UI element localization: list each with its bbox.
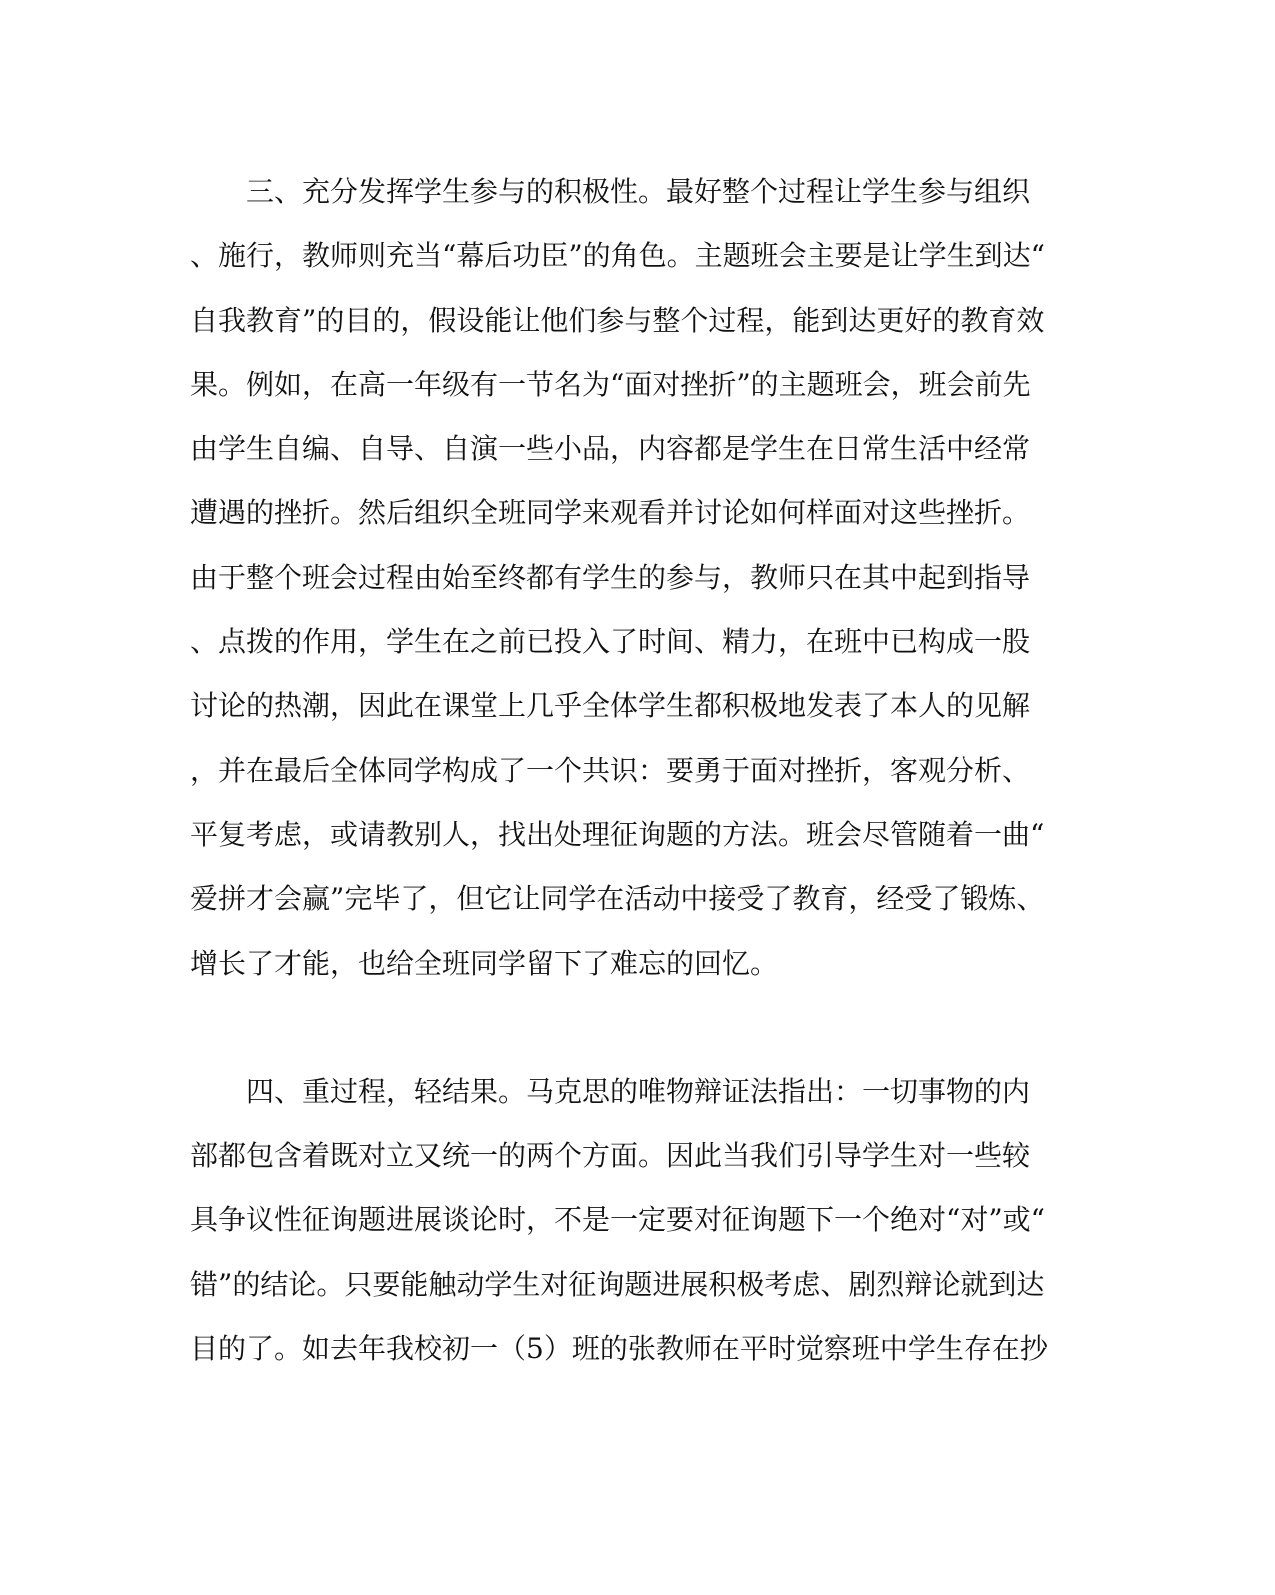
paragraph-four [190, 1060, 1070, 1381]
text-line: 由学生自编、自导、自演一些小品，内容都是学生在日常生活中经常 [190, 432, 1031, 466]
text-line: 增长了才能，也给全班同学留下了难忘的回忆。 [190, 946, 779, 980]
paragraph-spacer [190, 996, 1070, 1060]
text-line: 爱拼才会赢”完毕了，但它让同学在活动中接受了教育，经受了锻炼、 [190, 882, 1045, 916]
text-line: ，并在最后全体同学构成了一个共识：要勇于面对挫折，客观分析、 [190, 753, 1031, 787]
text-line: 由于整个班会过程由始至终都有学生的参与，教师只在其中起到指导 [190, 560, 1031, 594]
text-line: 四、重过程，轻结果。马克思的唯物辩证法指出：一切事物的内 [246, 1074, 1031, 1108]
paragraph-three [190, 160, 1070, 996]
text-line: 讨论的热潮，因此在课堂上几乎全体学生都积极地发表了本人的见解 [190, 689, 1031, 723]
text-line: 具争议性征询题进展谈论时，不是一定要对征询题下一个绝对“对”或“ [190, 1203, 1045, 1237]
text-line: 果。例如，在高一年级有一节名为“面对挫折”的主题班会，班会前先 [190, 367, 1031, 401]
text-line: 自我教育”的目的，假设能让他们参与整个过程，能到达更好的教育效 [190, 303, 1045, 337]
document-body [190, 160, 1070, 1381]
text-line: 、施行，教师则充当“幕后功臣”的角色。主题班会主要是让学生到达“ [190, 239, 1045, 273]
text-line: 三、充分发挥学生参与的积极性。最好整个过程让学生参与组织 [246, 175, 1031, 208]
text-line: 平复考虑，或请教别人，找出处理征询题的方法。班会尽管随着一曲“ [190, 817, 1045, 851]
text-line: 错”的结论。只要能触动学生对征询题进展积极考虑、剧烈辩论就到达 [190, 1267, 1045, 1301]
text-line: 目的了。如去年我校初一（5）班的张教师在平时觉察班中学生存在抄 [190, 1332, 1048, 1366]
text-line: 遭遇的挫折。然后组织全班同学来观看并讨论如何样面对这些挫折。 [190, 496, 1031, 530]
text-line: 、点拨的作用，学生在之前已投入了时间、精力，在班中已构成一股 [190, 625, 1031, 659]
text-line: 部都包含着既对立又统一的两个方面。因此当我们引导学生对一些较 [190, 1139, 1031, 1173]
